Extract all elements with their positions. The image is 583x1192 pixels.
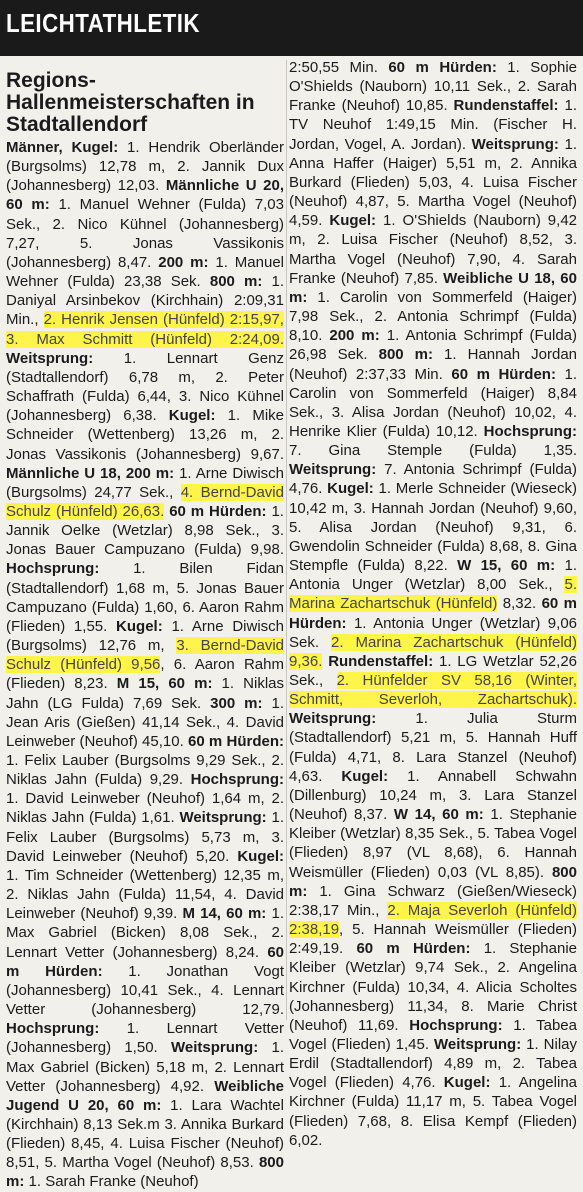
event-label: 60 m Hürden: [356,940,471,958]
result-text: 1. Carolin von Sommerfeld (Haiger) 8,84 Sek., 3. Alisa Jordan (Neuhof) 10,02, 4. Henrike Klier (Fulda) 10,12. [289,365,577,440]
result-text: 1. Nilay Erdil (Stadtallendorf) 4,89 m, 2. Tabea Vogel (Flieden) 4,76. [289,1035,578,1092]
highlighted-result: 2. Hünfelder SV 58,16 (Winter, Schmitt, Severloh, Zachartschuk). [289,672,577,709]
section-header [0,0,583,56]
results-paragraph [6,138,284,1192]
results-paragraph [289,58,577,1150]
result-text: 1. Hendrik Oberländer (Burgsolms) 12,78 m, 2. Jannik Dux (Johannesberg) 12,03. [6,139,284,195]
event-label: 60 m Hürden: [6,943,284,980]
event-label: Weitsprung: [471,135,559,153]
event-label: Kugel: [443,1074,491,1092]
event-label: Hochsprung: [6,560,100,578]
result-text: 1. Niklas Jahn (LG Fulda) 7,69 Sek. [6,675,285,712]
event-label: 60 m Hürden: [451,365,556,383]
result-text: 1. Max Gabriel (Bicken) 8,08 Sek., 2. Lennart Vetter (Johannesberg) 8,24. [6,905,284,961]
result-text: 7. Gina Stemple (Fulda) 1,35. [289,442,577,460]
result-text: 1. Stephanie Kleiber (Wetzlar) 9,74 Sek., 2. Angelina Kirchner (Fulda) 10,34, 4. Alicia Scholtes (Johannesberg) 11,34, 8. Marie Christ (Neuhof) 11,69. [289,940,577,1034]
event-label: Weibliche U 18, 60 m: [289,269,577,306]
event-label: Rundenstaffel: [328,652,434,670]
event-label: 60 m Hürden: [188,732,284,750]
result-text: 1. Carolin von Sommerfeld (Haiger) 7,98 Sek., 2. Antonia Schrimpf (Fulda) 8,10. [289,288,577,345]
event-label: Männliche U 20, 60 m: [6,177,284,214]
event-label: 800 m: [289,863,577,900]
event-label: M 15, 60 m: [116,675,213,693]
event-label: Weitsprung: [434,1035,522,1053]
result-text: 1. Lara Wachtel (Kirchhain) 8,13 Sek.m 3. Annika Burkard (Flieden) 8,45, 4. Luisa Fischer (Neuhof) 8,51, 5. Martha Vogel (Neuhof) 8,53. [6,1096,284,1172]
article-column-right [289,58,577,1150]
event-label: 200 m: [158,253,209,271]
result-text: 1. Felix Lauber (Burgsolms 9,29 Sek., 2. Niklas Jahn (Fulda) 9,29. [6,752,284,789]
event-label: Männer, Kugel: [6,139,119,156]
event-label: 60 m Hürden: [169,502,267,520]
event-label: 60 m Hürden: [289,595,577,632]
result-text: 1. Tabea Vogel (Flieden) 1,45. [289,1016,577,1053]
event-label: 60 m Hürden: [388,59,497,76]
result-text: 1. Anna Haffer (Haiger) 5,51 m, 2. Annika Burkard (Flieden) 5,03, 4. Luisa Fischer (Neuhof) 4,87, 5. Martha Vogel (Neuhof) 4,59. [289,135,577,230]
event-label: Kugel: [327,480,374,498]
article-column-left [6,60,284,1192]
highlighted-result: 3. Bernd-David Schulz (Hünfeld) 9,56 [6,637,284,674]
result-text: 1. Felix Lauber (Burgsolms) 5,73 m, 3. David Leinweber (Neuhof) 5,20. [6,809,284,865]
result-text: 1. Antonia Unger (Wetzlar) 9,06 Sek. [289,614,577,651]
section-title: LEICHTATHLETIK [6,8,200,38]
event-label: Kugel: [116,617,163,635]
event-label: W 15, 60 m: [457,557,556,575]
event-label: 300 m: [210,694,263,712]
result-text: 1. Bilen Fidan (Stadtallendorf) 1,68 m, 5. Jonas Bauer Campuzano (Fulda) 1,60, 6. Aaron Rahm (Flieden) 1,55. [6,560,284,635]
event-label: Hochsprung: [409,1016,503,1034]
column-divider [286,60,287,1020]
result-text: 1. Julia Sturm (Stadtallendorf) 5,21 m, 5. Hannah Huff (Fulda) 4,71, 8. Lara Stanzel (Neuhof) 4,63. [289,710,577,785]
result-text: 1. Manuel Wehner (Fulda) 23,38 Sek. [6,253,285,291]
event-label: Rundenstaffel: [453,97,559,115]
result-text: 1. O'Shields (Nauborn) 9,42 m, 2. Luisa Fischer (Neuhof) 8,52, 3. Martha Vogel (Neuhof) 7,90, 4. Sarah Franke (Neuhof) 7,85. [289,212,578,287]
event-label: 800 m: [209,273,263,291]
result-text: 1. David Leinweber (Neuhof) 1,64 m, 2. Niklas Jahn (Fulda) 1,61. [6,790,284,827]
result-text: 1. Lennart Genz (Stadtallendorf) 6,78 m, 2. Peter Schaffrath (Fulda) 6,44, 3. Nico Kühnel (Johannesberg) 6,38. [6,349,284,425]
event-label: W 14, 60 m: [393,806,484,824]
event-label: Hochsprung: [6,1020,100,1038]
result-text: 1. Jean Aris (Gießen) 41,14 Sek., 4. David Leinweber (Neuhof) 45,10. [6,694,284,750]
result-text: 1. LG Wetzlar 52,26 Sek., [289,652,578,689]
event-label: Kugel: [329,212,377,230]
highlighted-result: 2. Henrik Jensen (Hünfeld) 2:15,97, 3. Max Schmitt (Hünfeld) 2:24,09. [6,311,284,348]
highlighted-result: 2. Marina Zachartschuk (Hünfeld) 9,36. [289,633,578,670]
result-text: 1. TV Neuhof 1:49,15 Min. (Fischer H. Jordan, Vogel, A. Jordan). [289,97,577,153]
event-label: Männliche U 18, 200 m: [6,464,175,482]
article-headline: Regions-Hallenmeisterschaften in Stadtallendorf [6,69,255,136]
result-text: 2:50,55 Min. [289,59,389,76]
event-label: 200 m: [329,327,380,345]
result-text: 1. Sophie O'Shields (Nauborn) 10,11 Sek., 2. Sarah Franke (Neuhof) 10,85. [289,59,577,115]
result-text: 1. Arne Diwisch (Burgsolms) 24,77 Sek., [6,464,284,501]
result-text: 1. Jannik Oelke (Wetzlar) 8,98 Sek., 3. Jonas Bauer Campuzano (Fulda) 9,98. [6,502,284,559]
event-label: Hochsprung: [190,771,284,789]
highlighted-result: 2. Maja Severloh (Hünfeld) 2:38,19 [289,901,578,939]
event-label: Weitsprung: [179,809,267,827]
result-text: 1. Max Gabriel (Bicken) 5,18 m, 2. Lennart Vetter (Johannesberg) 4,92. [6,1039,284,1095]
result-text: 1. Angelina Kirchner (Fulda) 11,17 m, 5. Tabea Vogel (Flieden) 7,68, 8. Elisa Kempf (Flieden) 6,02. [289,1074,577,1149]
result-text: 1. Annabell Schwahn (Dillenburg) 10,24 m, 3. Lara Stanzel (Neuhof) 8,37. [289,767,578,824]
result-text: 1. Sarah Franke (Neuhof) [24,1173,199,1191]
result-text: 1. Stephanie Kleiber (Wetzlar) 8,35 Sek., 5. Tabea Vogel (Flieden) 8,97 (VL 8,68), 6. Hannah Weismüller (Flieden) 0,03 (VL 8,85). [289,806,578,881]
event-label: Weitsprung: [289,461,377,479]
result-text: 1. Merle Schneider (Wieseck) 10,42 m, 3. Hannah Jordan (Neuhof) 9,60, 5. Alisa Jordan (Neuhof) 9,31, 6. Gwendolin Schneider (Fulda) 8,68, 8. Gina Stempfle (Fulda) 8,22. [289,480,577,575]
result-text: 1. Lennart Vetter (Johannesberg) 1,50. [6,1020,284,1057]
result-text: 7. Antonia Schrimpf (Fulda) 4,76. [289,461,577,498]
result-text: , 5. Hannah Weismüller (Flieden) 2:49,19. [289,921,577,958]
event-label: 800 m: [6,1154,284,1191]
event-label: Kugel: [341,767,389,785]
event-label: Hochsprung: [483,422,577,440]
result-text: 1. Daniyal Arsinbekov (Kirchhain) 2:09,31 Min., [6,273,285,329]
event-label: Kugel: [237,847,284,865]
highlighted-result: 4. Bernd-David Schulz (Hünfeld) 26,63. [6,483,284,520]
event-label: Weibliche Jugend U 20, 60 m: [6,1077,284,1114]
result-text: 1. Arne Diwisch (Burgsolms) 12,76 m, [6,617,284,655]
event-label: 800 m: [378,346,433,364]
highlighted-result: 5. Marina Zachartschuk (Hünfeld) [289,576,577,613]
result-text: 1. Jonathan Vogt (Johannesberg) 10,41 Sek., 4. Lennart Vetter (Johannesberg) 12,79. [6,962,285,1019]
event-label: Weitsprung: [6,349,94,367]
result-text: 8,32. [497,595,542,613]
result-text: 1. Antonia Schrimpf (Fulda) 26,98 Sek. [289,327,578,364]
event-label: Kugel: [168,407,216,425]
result-text: , 6. Aaron Rahm (Flieden) 8,23. [6,656,284,693]
result-text: 1. Gina Schwarz (Gießen/Wieseck) 2:38,17 Min., [289,882,577,919]
result-text: 1. Antonia Unger (Wetzlar) 8,00 Sek., [289,557,577,594]
result-text: 1. Tim Schneider (Wettenberg) 12,35 m, 2. Niklas Jahn (Fulda) 11,54, 4. David Leinweber (Neuhof) 9,39. [6,866,284,923]
result-text: 1. Mike Schneider (Wettenberg) 13,26 m, 2. Jonas Vassikonis (Johannesberg) 9,67. [6,407,285,463]
event-label: Weitsprung: [289,710,377,728]
result-text: 1. Manuel Wehner (Fulda) 7,03 Sek., 2. Nico Kühnel (Johannesberg) 7,27, 5. Jonas Vassikonis (Johannesberg) 8,47. [6,196,284,271]
event-label: Weitsprung: [170,1039,259,1057]
event-label: M 14, 60 m: [182,905,267,923]
result-text: 1. Hannah Jordan (Neuhof) 2:37,33 Min. [289,346,577,383]
